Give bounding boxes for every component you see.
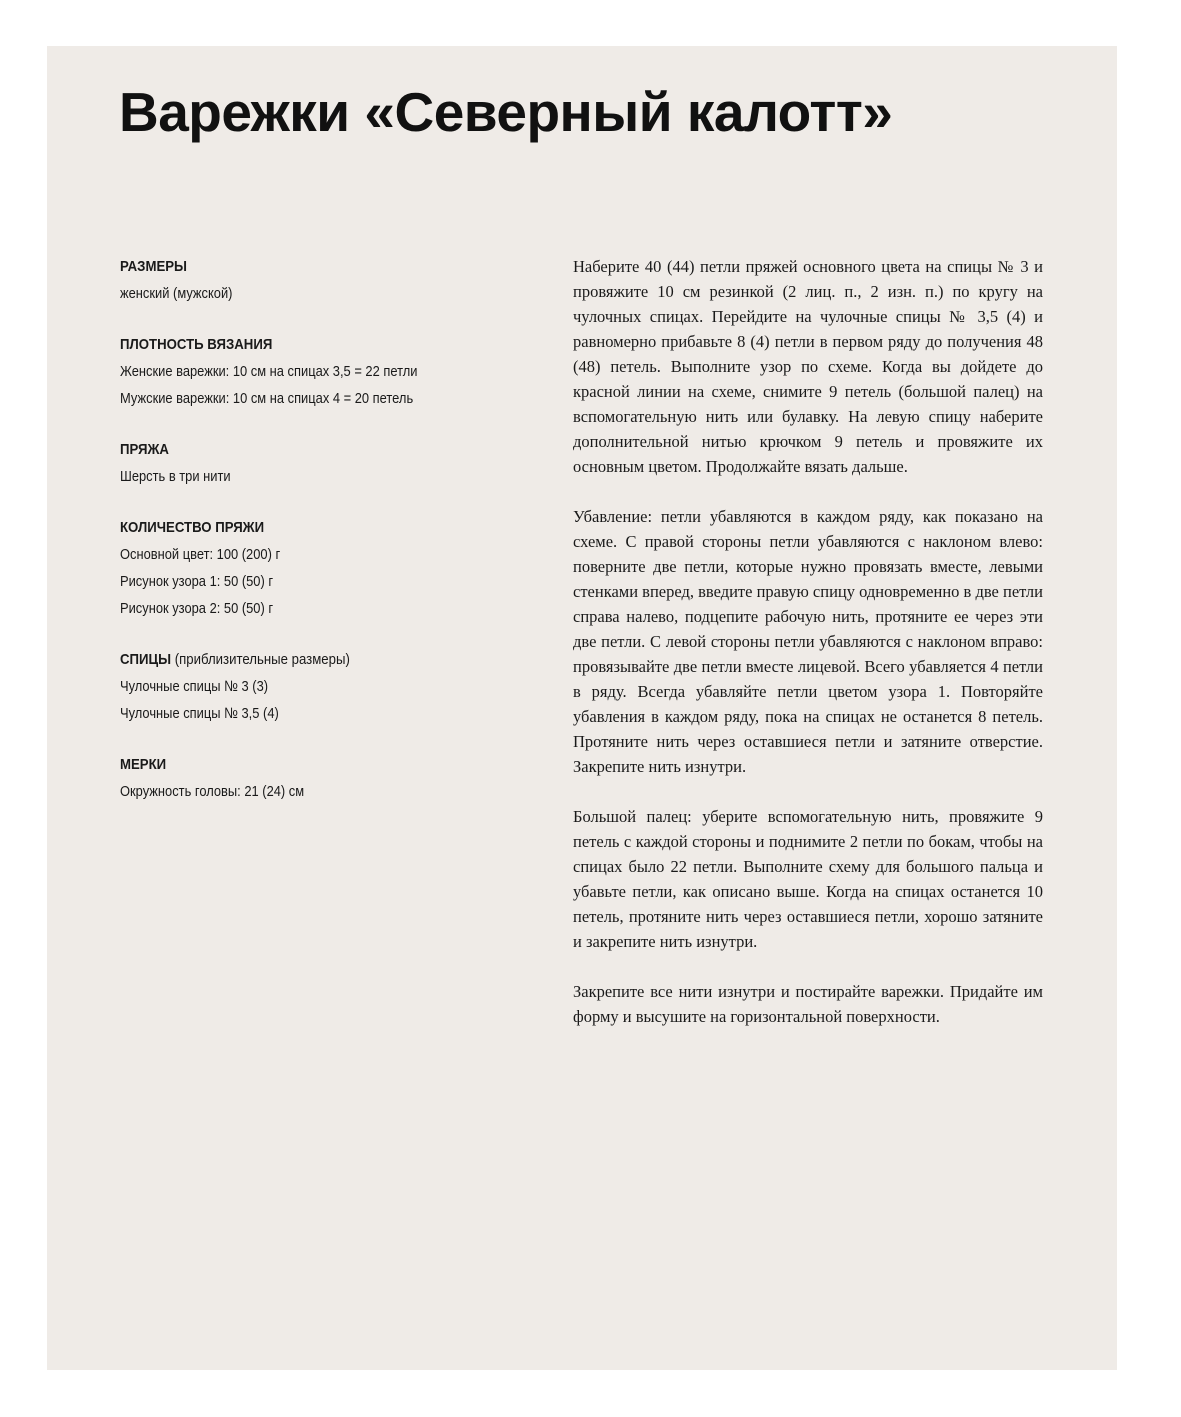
section-heading-note: (приблизительные размеры) bbox=[174, 651, 350, 668]
section-heading bbox=[120, 647, 472, 673]
section-heading: ПРЯЖА bbox=[120, 441, 169, 458]
instruction-paragraph: Наберите 40 (44) петли пряжей основного цвета на спицы № 3 и провяжите 10 см резинкой (2 лиц. п., 2 изн. п.) по кругу на чулочных спицах. Перейдите на чулочные спицы № 3,5 (4) и равномерно прибавьте 8 (4) петли в первом ряду до получения 48 (48) петель. Выполните узор по схеме. Когда вы дойдете до красной линии на схеме, снимите 9 петель (большой палец) на вспомогательную нить или булавку. На левую спицу наберите дополнительной нитью крючком 9 петель и провяжите их основным цветом. Продолжайте вязать дальше. bbox=[573, 257, 1043, 476]
instructions-column bbox=[573, 254, 1043, 1054]
specs-column bbox=[120, 254, 520, 830]
spec-line: Шерсть в три нити bbox=[120, 468, 231, 485]
section-heading-text: СПИЦЫ bbox=[120, 651, 172, 668]
spec-line: Чулочные спицы № 3 (3) bbox=[120, 678, 269, 695]
spec-line: Чулочные спицы № 3,5 (4) bbox=[120, 705, 279, 722]
section-heading: КОЛИЧЕСТВО ПРЯЖИ bbox=[120, 519, 265, 536]
instruction-paragraph: Большой палец: уберите вспомогательную нить, провяжите 9 петель с каждой стороны и поднимите 2 петли по бокам, чтобы на спицах было 22 петли. Выполните схему для большого пальца и убавьте петли, как описано выше. Когда на спицах останется 10 петель, протяните нить через оставшиеся петли, хорошо затяните и закрепите нить изнутри. bbox=[573, 807, 1043, 951]
section-heading: ПЛОТНОСТЬ ВЯЗАНИЯ bbox=[120, 336, 273, 353]
section-yarn bbox=[120, 437, 520, 490]
page-title: Варежки «Северный калотт» bbox=[119, 81, 893, 143]
section-measurements bbox=[120, 752, 520, 805]
spec-line: Рисунок узора 2: 50 (50) г bbox=[120, 600, 274, 617]
instruction-paragraph: Убавление: петли убавляются в каждом ряду, как показано на схеме. С правой стороны петли убавляются с наклоном влево: поверните две петли, которые нужно провязать вместе, левыми стенками вперед, введите правую спицу одновременно в две петли справа налево, подцепите рабочую нить, протяните ее через эти две петли. С левой стороны петли убавляются с наклоном вправо: провязывайте две петли вместе лицевой. Всего убавляется 4 петли в ряду. Всегда убавляйте петли цветом узора 1. Повторяйте убавления в каждом ряду, пока на спицах не останется 8 петель. Протяните нить через оставшиеся петли и затяните отверстие. Закрепите нить изнутри. bbox=[573, 507, 1044, 776]
spec-line: Рисунок узора 1: 50 (50) г bbox=[120, 573, 274, 590]
spec-line: Основной цвет: 100 (200) г bbox=[120, 546, 281, 563]
spec-line: Мужские варежки: 10 см на спицах 4 = 20 петель bbox=[120, 390, 414, 407]
section-sizes bbox=[120, 254, 520, 307]
instruction-paragraph: Закрепите все нити изнутри и постирайте варежки. Придайте им форму и высушите на горизонтальной поверхности. bbox=[573, 982, 1043, 1026]
spec-line: Женские варежки: 10 см на спицах 3,5 = 22 петли bbox=[120, 363, 418, 380]
section-heading: МЕРКИ bbox=[120, 756, 167, 773]
spec-line: Окружность головы: 21 (24) см bbox=[120, 783, 305, 800]
section-gauge bbox=[120, 332, 520, 412]
section-needles bbox=[120, 647, 520, 727]
page bbox=[47, 46, 1117, 1370]
section-yarn-amount bbox=[120, 515, 520, 622]
spec-line: женский (мужской) bbox=[120, 285, 233, 302]
section-heading: РАЗМЕРЫ bbox=[120, 258, 187, 275]
